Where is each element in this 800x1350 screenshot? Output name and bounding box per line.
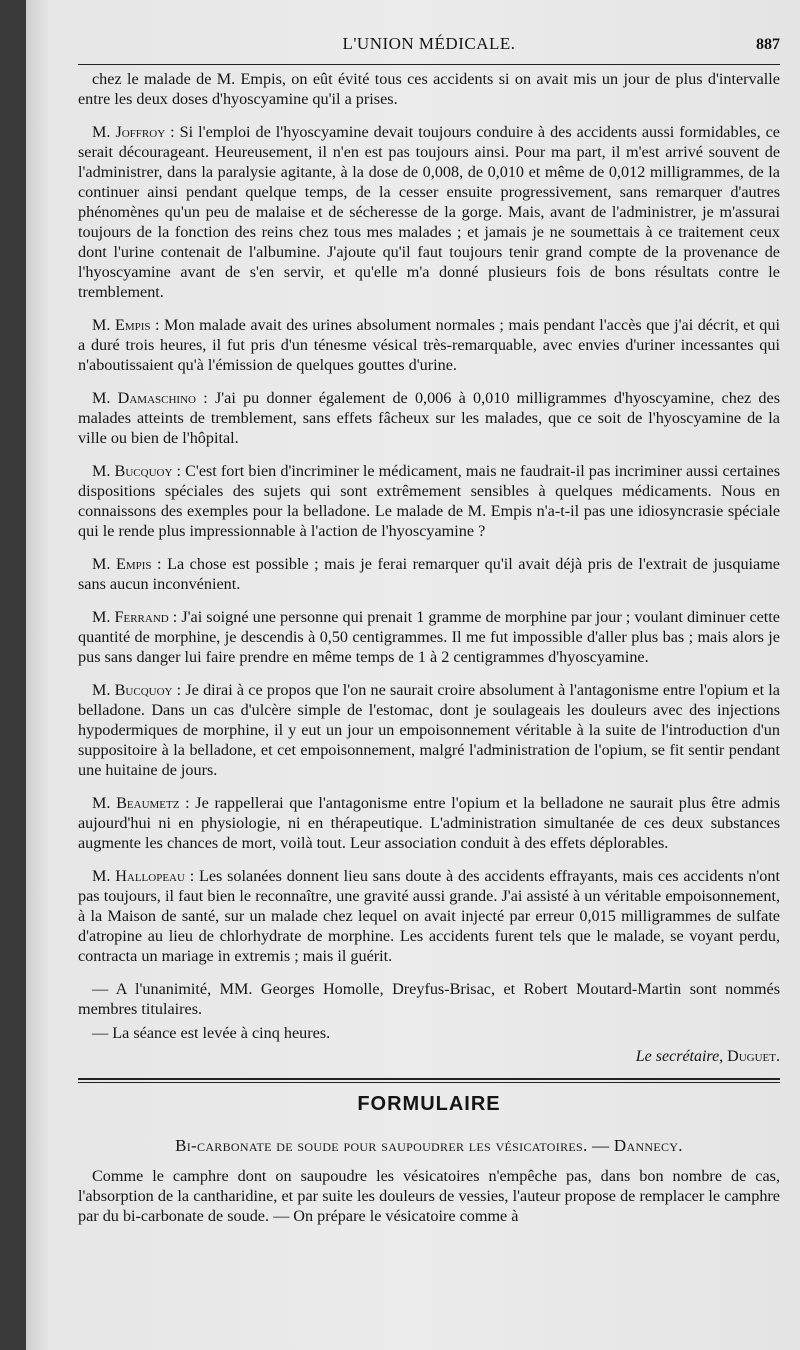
- paragraph: [78, 69, 780, 109]
- paragraph: [78, 793, 780, 853]
- header-rule: [78, 64, 780, 65]
- speaker-name: M. Beaumetz :: [92, 794, 190, 812]
- speaker-name: M. Damaschino :: [92, 389, 208, 407]
- paragraph-text: Mon malade avait des urines absolument normales ; mais pendant l'accès que j'ai décrit, et qui a duré trois heures, il fut pris d'un ténesme vésical très-remarquable, avec envies d'uriner incessantes qui n'aboutissaient qu'à l'émission de quelques gouttes d'urine.: [78, 316, 780, 374]
- paragraph-text: Si l'emploi de l'hyoscyamine devait toujours conduire à des accidents aussi formidables, ce serait décourageant. Heureusement, il n'en est pas toujours ainsi. Pour ma part, il m'est arrivé souvent de l'administrer, dans la paralysie agitante, à la dose de 0,008, de 0,010 et même de 0,012 milligrammes, de la continuer ainsi pendant quelque temps, de la cesser ensuite progressivement, sans remarquer d'autres phénomènes qu'un peu de malaise et de sécheresse de la gorge. Mais, avant de l'administrer, je m'assurai toujours de la fonction des reins chez tous mes malades ; et jamais je ne soumettais à ce traitement ceux dont l'urine contenait de l'albumine. J'ajoute qu'il faut toujours tenir grand compte de la provenance de l'hyoscyamine avant de s'en servir, et qu'elle m'a donné plusieurs fois de bons résultats contre le tremblement.: [78, 123, 780, 301]
- section-divider: [78, 1078, 780, 1083]
- paragraph-text: J'ai soigné une personne qui prenait 1 gramme de morphine par jour ; voulant diminuer cette quantité de morphine, je descendis à 0,50 centigrammes. Il me fut impossible d'aller plus bas ; mais alors je pus sans danger lui faire prendre en même temps de 1 à 2 centigrammes d'hyoscyamine.: [78, 608, 780, 666]
- signature: [78, 1048, 780, 1066]
- recipe-paragraph: Comme le camphre dont on saupoudre les vésicatoires n'empêche pas, dans bon nombre de cas, l'absorption de la cantharidine, et par suite les douleurs de vessies, l'auteur propose de remplacer le camphre par du bi-carbonate de soude. — On prépare le vésicatoire comme à: [78, 1167, 780, 1225]
- speaker-name: M. Ferrand :: [92, 608, 178, 626]
- paragraph: [78, 315, 780, 375]
- speaker-name: M. Empis :: [92, 316, 160, 334]
- paragraph: [78, 680, 780, 780]
- paragraph: [78, 388, 780, 448]
- paragraph-text: — La séance est levée à cinq heures.: [92, 1024, 331, 1042]
- paragraph-text: — A l'unanimité, MM. Georges Homolle, Dreyfus-Brisac, et Robert Moutard-Martin sont nommés membres titulaires.: [78, 980, 780, 1018]
- minutes-body: [78, 69, 780, 1043]
- paragraph-text: chez le malade de M. Empis, on eût évité tous ces accidents si on avait mis un jour de plus d'intervalle entre les deux doses d'hyoscyamine qu'il a prises.: [78, 70, 780, 108]
- page-content: [78, 32, 780, 1239]
- signature-role: Le secrétaire,: [635, 1048, 724, 1065]
- paragraph: [78, 866, 780, 966]
- paragraph: [78, 461, 780, 541]
- paragraph: [78, 554, 780, 594]
- paragraph: [78, 607, 780, 667]
- paragraph-text: C'est fort bien d'incriminer le médicament, mais ne faudrait-il pas incriminer aussi certaines dispositions spéciales des sujets qui sont extrêmement sensibles à quelques médicaments. Nous en connaissons des exemples pour la belladone. Le malade de M. Empis n'a-t-il pas une idiosyncrasie spéciale qui le rende plus impressionnable à l'action de l'hyoscyamine ?: [78, 462, 780, 540]
- scanned-page: [26, 0, 800, 1350]
- paragraph-text: Je rappellerai que l'antagonisme entre l'opium et la belladone ne saurait plus être admis aujourd'hui ni en physiologie, ni en thérapeutique. L'administration simultanée de ces deux substances augmente les chances de mort, voilà tout. Leur association conduit à des effets déplorables.: [78, 794, 781, 852]
- paragraph-text: La chose est possible ; mais je ferai remarquer qu'il avait déjà pris de l'extrait de jusquiame sans aucun inconvénient.: [78, 555, 780, 593]
- signature-name: Duguet.: [727, 1048, 780, 1065]
- running-head: [78, 32, 780, 58]
- speaker-name: M. Hallopeau :: [92, 867, 195, 885]
- recipe-heading: Bi-carbonate de soude pour saupoudrer les vésicatoires. — Dannecy.: [175, 1136, 683, 1155]
- paragraph-text: Je dirai à ce propos que l'on ne saurait croire absolument à l'antagonisme entre l'opium et la belladone. Dans un cas d'ulcère simple de l'estomac, dont je soulageais les douleurs avec des injections hypodermiques de morphine, il y eut un jour un empoisonnement véritable à la suite de l'introduction d'un suppositoire à la belladone, et cet empoisonnement, malgré l'administration de l'opium, se fit sentir pendant une huitaine de jours.: [78, 681, 780, 779]
- page-number: 887: [756, 36, 780, 53]
- speaker-name: M. Empis :: [92, 555, 162, 573]
- speaker-name: M. Joffroy :: [92, 123, 175, 141]
- speaker-name: M. Bucquoy :: [92, 462, 181, 480]
- paragraph: [78, 1023, 780, 1043]
- paragraph-text: J'ai pu donner également de 0,006 à 0,010 milligrammes d'hyoscyamine, chez des malades atteints de tremblement, sans effets fâcheux sur les malades, que ce soit de l'hyoscyamine de la ville ou bien de l'hôpital.: [78, 389, 780, 447]
- paragraph: [78, 979, 780, 1019]
- paragraph: [78, 122, 780, 302]
- paragraph-text: Les solanées donnent lieu sans doute à des accidents effrayants, mais ces accidents n'ont pas toujours, il faut bien le reconnaître, une gravité aussi grande. J'ai assisté à un véritable empoisonnement, à la Maison de santé, sur un malade chez lequel on avait injecté par erreur 0,015 milligrammes de sulfate d'atropine au lieu de chlorhydrate de morphine. Les accidents furent tels que le malade, se voyant perdu, contracta un mariage in extremis ; mais il guérit.: [78, 867, 780, 965]
- section-title: FORMULAIRE: [357, 1093, 501, 1115]
- running-title: L'UNION MÉDICALE.: [342, 34, 516, 53]
- speaker-name: M. Bucquoy :: [92, 681, 182, 699]
